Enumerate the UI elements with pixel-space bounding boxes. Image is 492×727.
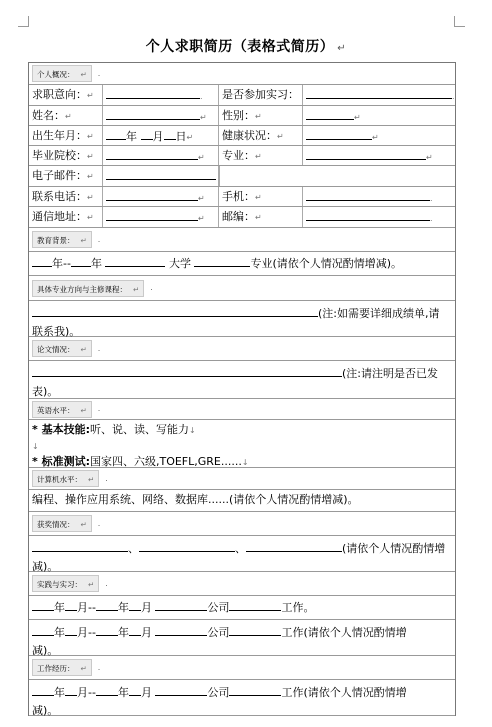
computer-text[interactable]: 编程、操作应用系统、网络、数据库......(请依个人情况酌情增减)。 (32, 493, 359, 506)
label-school: 毕业院校：↵ (29, 146, 103, 165)
input-postcode[interactable]: . (303, 207, 455, 227)
awards-text[interactable]: 、 、 (请依个人情况酌情增 减)。 (29, 536, 455, 571)
input-school[interactable]: ↵ (103, 146, 219, 165)
margin-corner-right (454, 16, 465, 27)
row-practice-1 (29, 596, 455, 620)
practice-line-1[interactable]: 年 月-- 年 月 公司 工作。 (29, 596, 455, 619)
paragraph-mark: ↵ (337, 43, 347, 54)
section-work: 工作经历： ↵ . (29, 656, 455, 680)
input-intention[interactable]: . (103, 85, 219, 105)
label-phone: 联系电话：↵ (29, 187, 103, 206)
row-email (29, 166, 455, 187)
practice-line-2[interactable]: 年 月-- 年 月 公司 工作(请依个人情况酌情增 减)。 (29, 620, 455, 655)
input-health[interactable]: ↵ (303, 126, 455, 145)
row-birth (29, 126, 455, 146)
input-birth[interactable]: 年 月 日↵ (103, 126, 219, 145)
section-thesis: 论文情况： ↵ . (29, 337, 455, 361)
row-thesis-text (29, 361, 455, 399)
resume-table (28, 62, 456, 716)
section-label-awards: 获奖情况： ↵ (32, 515, 92, 532)
section-label-practice: 实践与实习： ↵ (32, 575, 99, 592)
work-line-1[interactable]: 年 月-- 年 月 公司 工作(请依个人情况酌情增 减)。 (29, 680, 455, 715)
section-label-english: 英语水平： ↵ (32, 401, 92, 418)
row-english-text (29, 420, 455, 468)
section-label-thesis: 论文情况： ↵ (32, 340, 92, 357)
input-gender[interactable]: ↵ (303, 106, 455, 125)
label-address: 通信地址：↵ (29, 207, 103, 227)
margin-corner-left (18, 16, 29, 27)
input-address[interactable]: ↵ (103, 207, 219, 227)
row-education-line (29, 252, 455, 276)
label-health: 健康状况：↵ (219, 126, 303, 145)
row-work-1 (29, 680, 455, 716)
row-intention (29, 85, 455, 106)
row-awards-text (29, 536, 455, 572)
label-email: 电子邮件：↵ (29, 166, 103, 186)
input-phone[interactable]: ↵ (103, 187, 219, 206)
section-practice: 实践与实习： ↵ . (29, 572, 455, 596)
label-internship: 是否参加实习： (219, 85, 303, 105)
section-education: 教育背景： ↵ . (29, 228, 455, 252)
row-address (29, 207, 455, 228)
section-english: 英语水平： ↵ . (29, 399, 455, 420)
input-major[interactable]: ↵ (303, 146, 455, 165)
input-name[interactable]: ↵ (103, 106, 219, 125)
section-computer: 计算机水平： ↵ . (29, 468, 455, 490)
label-birth: 出生年月：↵ (29, 126, 103, 145)
label-gender: 性别：↵ (219, 106, 303, 125)
row-phone (29, 187, 455, 207)
section-label-computer: 计算机水平： ↵ (32, 470, 99, 487)
input-email[interactable] (103, 166, 219, 186)
education-line[interactable]: 年-- 年 大学 专业(请依个人情况酌情增减)。 (29, 252, 455, 275)
label-name: 姓名：↵ (29, 106, 103, 125)
courses-text[interactable]: (注:如需要详细成绩单,请 联系我)。 (29, 301, 455, 336)
section-courses: 具体专业方向与主修课程： ↵ . (29, 276, 455, 301)
section-label-courses: 具体专业方向与主修课程： ↵ (32, 280, 144, 297)
section-label-education: 教育背景： ↵ (32, 231, 92, 248)
label-major: 专业：↵ (219, 146, 303, 165)
section-label-personal: 个人概况： ↵ (32, 65, 92, 82)
section-personal: 个人概况： ↵ . (29, 63, 455, 85)
label-mobile: 手机：↵ (219, 187, 303, 206)
thesis-text[interactable]: (注:请注明是否已发 表)。 (29, 361, 455, 398)
input-internship[interactable]: . (303, 85, 455, 105)
row-school (29, 146, 455, 166)
row-courses-text (29, 301, 455, 337)
label-intention: 求职意向：↵ (29, 85, 103, 105)
section-label-work: 工作经历： ↵ (32, 659, 92, 676)
english-text[interactable]: * 基本技能:听、说、读、写能力↓ ↓ * 标准测试:国家四、六级,TOEFL,GRE......↓ (32, 423, 249, 468)
input-mobile[interactable]: . (303, 187, 455, 206)
row-practice-2 (29, 620, 455, 656)
row-name (29, 106, 455, 126)
label-postcode: 邮编：↵ (219, 207, 303, 227)
row-computer-text (29, 490, 455, 512)
section-awards: 获奖情况： ↵ . (29, 512, 455, 536)
page-title: 个人求职简历（表格式简历） ↵ (145, 39, 347, 55)
